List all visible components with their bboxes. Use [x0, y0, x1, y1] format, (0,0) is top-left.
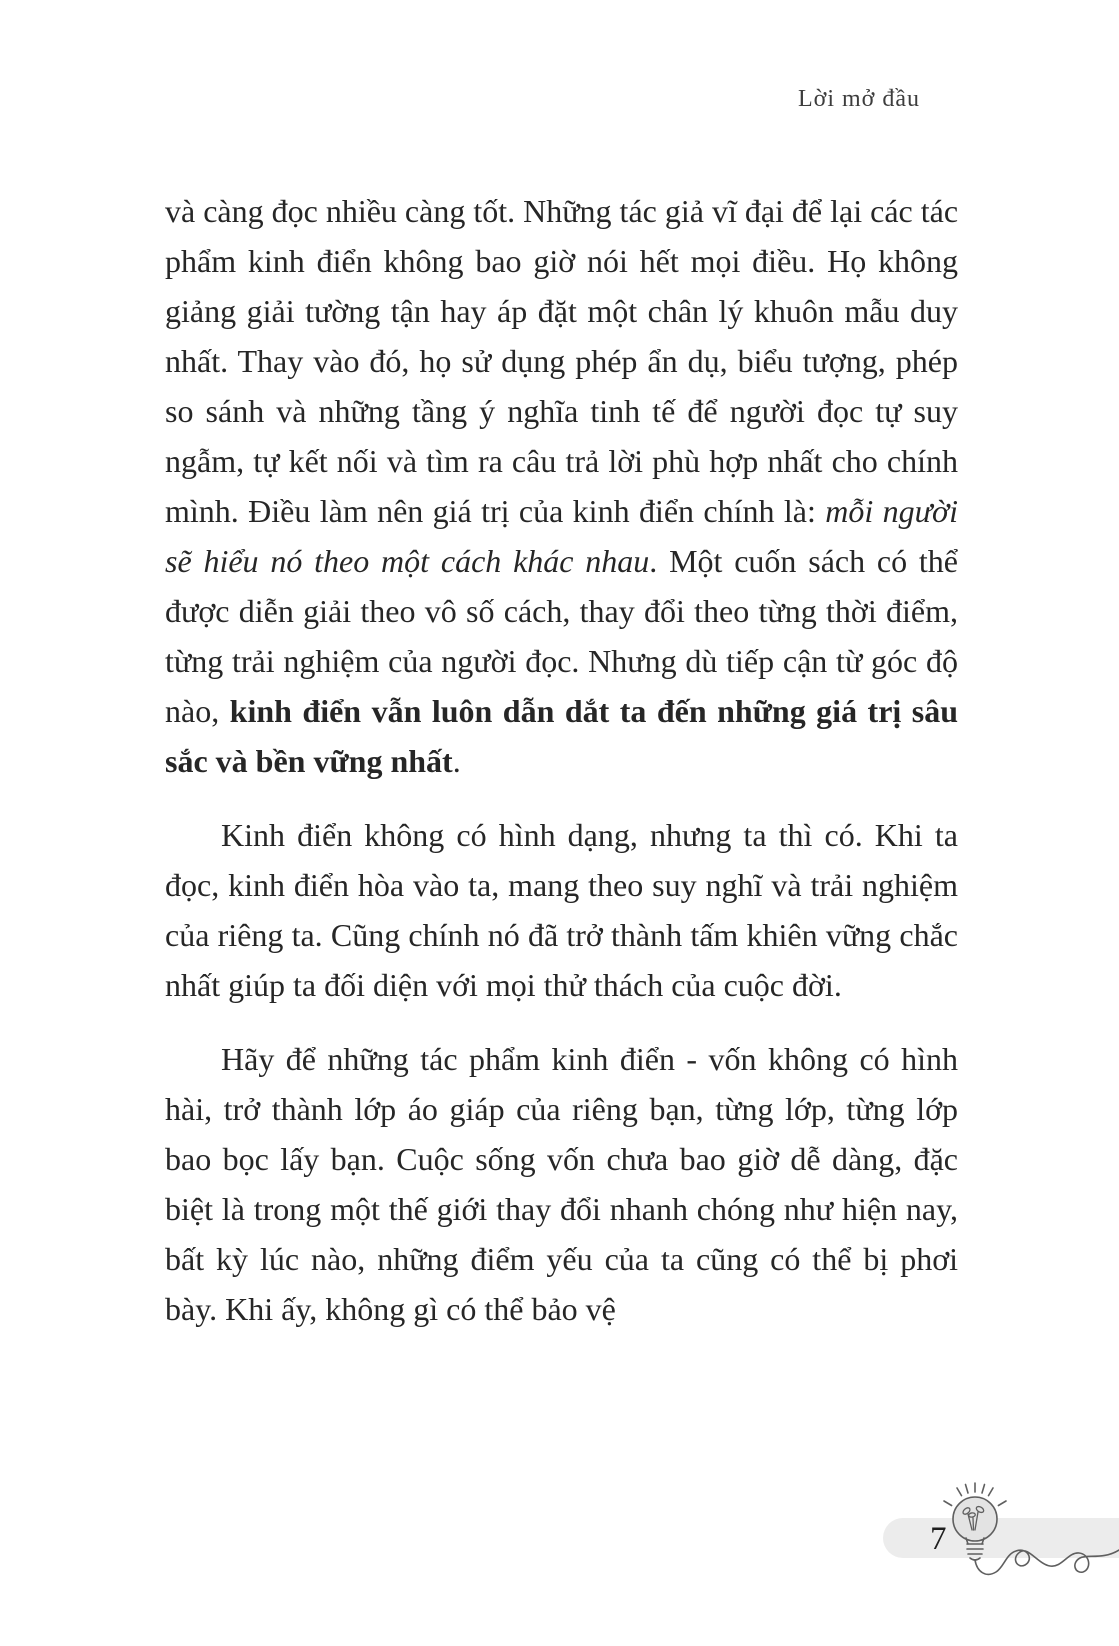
text-segment-italic: mỗi người sẽ hiểu nó theo một cách khác nhau: [165, 493, 959, 579]
text-segment-normal: và càng đọc nhiều càng tốt. Những tác giả vĩ đại để lại các tác phẩm kinh điển không bao giờ nói hết mọi điều. Họ không giảng giải tường tận hay áp đặt một chân lý khuôn mẫu duy nhất. Thay vào đó, họ sử dụng phép ẩn dụ, biểu tượng, phép so sánh và những tầng ý nghĩa tinh tế để người đọc tự suy ngẫm, tự kết nối và tìm ra câu trả lời phù hợp nhất cho chính mình. Điều làm nên giá trị của kinh điển chính là:: [165, 193, 959, 529]
paragraph: [165, 1034, 958, 1334]
text-segment-normal: . Một cuốn sách có thể được diễn giải theo vô số cách, thay đổi theo từng thời điểm, từng trải nghiệm của người đọc. Nhưng dù tiếp cận từ góc độ nào,: [165, 543, 959, 729]
paragraph: [165, 186, 958, 786]
text-segment-bold: kinh điển vẫn luôn dẫn dắt ta đến những giá trị sâu sắc và bền vững nhất: [165, 693, 959, 779]
paragraph: [165, 810, 958, 1010]
wire-squiggle-icon: [975, 1550, 1119, 1574]
text-segment-normal: .: [452, 743, 461, 779]
lightbulb-glass-icon: [953, 1497, 997, 1541]
text-segment-normal: Kinh điển không có hình dạng, nhưng ta thì có. Khi ta đọc, kinh điển hòa vào ta, mang theo suy nghĩ và trải nghiệm của riêng ta. Cũng chính nó đã trở thành tấm khiên vững chắc nhất giúp ta đối diện với mọi thử thách của cuộc đời.: [165, 817, 958, 1003]
body-text: [165, 186, 958, 1334]
lightbulb-doodle-icon: [878, 1466, 1119, 1590]
running-header: Lời mở đầu: [797, 86, 920, 112]
text-segment-normal: Hãy để những tác phẩm kinh điển - vốn không có hình hài, trở thành lớp áo giáp của riêng bạn, từng lớp, từng lớp bao bọc lấy bạn. Cuộc sống vốn chưa bao giờ dễ dàng, đặc biệt là trong một thế giới thay đổi nhanh chóng như hiện nay, bất kỳ lúc nào, những điểm yếu của ta cũng có thể bị phơi bày. Khi ấy, không gì có thể bảo vệ: [165, 1041, 958, 1327]
page-number: 7: [930, 1521, 947, 1557]
